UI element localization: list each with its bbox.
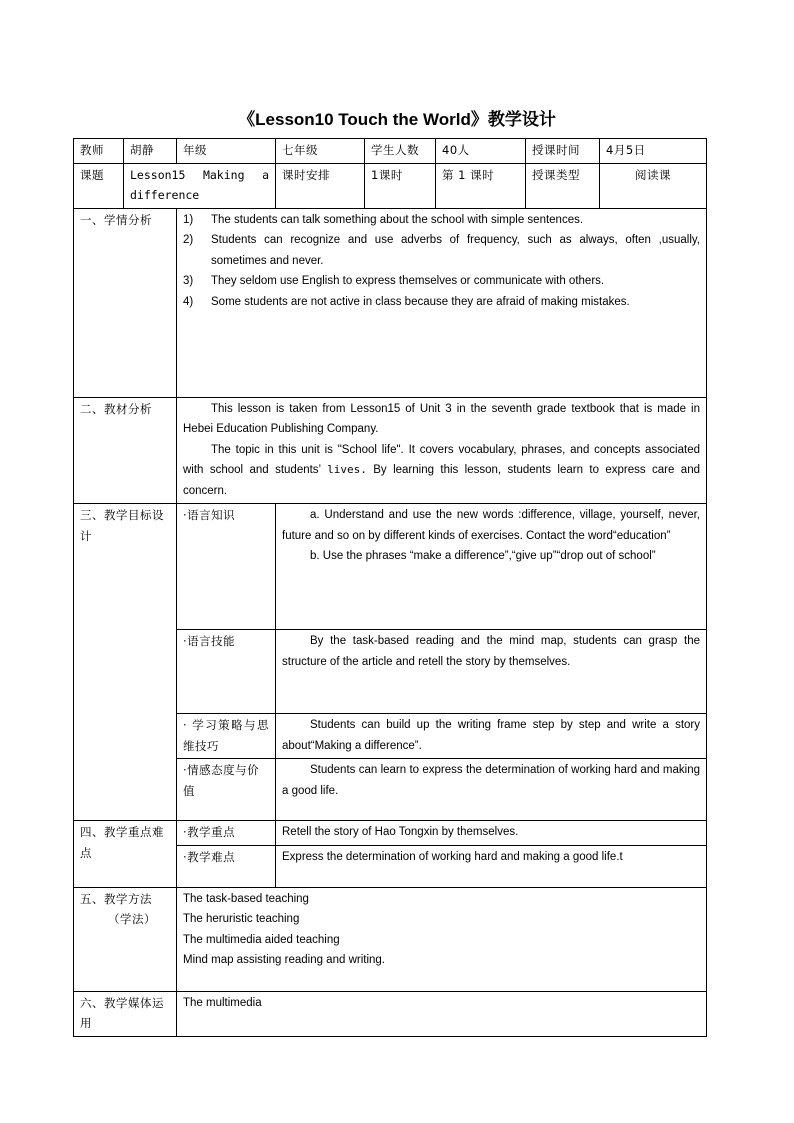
list-item: 1) The students can talk something about the school with simple sentences.	[183, 213, 584, 226]
skills-content: By the task-based reading and the mind map, students can grasp the structure of the article and retell the story by themselves.	[276, 630, 707, 714]
grade-label: 年级	[177, 139, 276, 164]
students-label: 学生人数	[365, 139, 436, 164]
media-row	[74, 991, 707, 1036]
media-content: The multimedia	[177, 991, 707, 1036]
type-label: 授课类型	[526, 163, 600, 208]
hours-value: 1课时	[365, 163, 436, 208]
knowledge-content: a. Understand and use the new words :difference, village, yourself, never, future and so on by different kinds of exercises. Contact the word“education” b. Use the phrases “make a difference”,“give up”“drop out of school”	[276, 504, 707, 630]
strategy-label: · 学习策略与思维技巧	[177, 714, 276, 759]
material-paragraph-1: This lesson is taken from Lesson15 of Unit 3 in the seventh grade textbook that is made in Hebei Education Publishing Company.	[183, 402, 700, 435]
difficulty-label: ·教学难点	[177, 845, 276, 887]
material-row	[74, 397, 707, 504]
teacher-label: 教师	[74, 139, 124, 164]
date-value: 4月5日	[600, 139, 707, 164]
strategy-content: Students can build up the writing frame step by step and write a story about“Making a difference”.	[276, 714, 707, 759]
grade-value: 七年级	[276, 139, 365, 164]
topic-value: Lesson15 Making a difference	[124, 163, 276, 208]
material-label: 二、教材分析	[74, 397, 177, 504]
list-item: The multimedia aided teaching	[183, 933, 340, 946]
list-item: The task-based teaching	[183, 892, 309, 905]
material-paragraph-2: The topic in this unit is "School life". It covers vocabulary, phrases, and concepts associated with school and students’ lives. By learning this lesson, students learn to express care and concern.	[183, 443, 700, 497]
skills-label: ·语言技能	[177, 630, 276, 714]
topic-label: 课题	[74, 163, 124, 208]
topic-row	[74, 163, 707, 208]
material-content	[177, 397, 707, 504]
date-label: 授课时间	[526, 139, 600, 164]
keypoints-label: 四、教学重点难点	[74, 821, 177, 888]
analysis-label: 一、学情分析	[74, 208, 177, 397]
header-row	[74, 139, 707, 164]
methods-label: 五、教学方法 （学法）	[74, 887, 177, 991]
type-value: 阅读课	[600, 163, 707, 208]
objectives-label: 三、教学目标设计	[74, 504, 177, 821]
emotion-content: Students can learn to express the determination of working hard and making a good life.	[276, 759, 707, 821]
media-label: 六、教学媒体运用	[74, 991, 177, 1036]
emotion-label: ·情感态度与价值	[177, 759, 276, 821]
analysis-content	[177, 208, 707, 397]
lesson-plan-table	[73, 138, 707, 1037]
period-value: 第 1 课时	[436, 163, 526, 208]
document-title: 《Lesson10 Touch the World》教学设计	[238, 110, 556, 129]
focus-row	[74, 821, 707, 846]
analysis-row	[74, 208, 707, 397]
objective-knowledge-row	[74, 504, 707, 630]
difficulty-content: Express the determination of working hard and making a good life.t	[276, 845, 707, 887]
methods-row	[74, 887, 707, 991]
hours-label: 课时安排	[276, 163, 365, 208]
list-item: 3) They seldom use English to express themselves or communicate with others.	[183, 275, 605, 287]
teacher-value: 胡静	[124, 139, 177, 164]
methods-content	[177, 887, 707, 991]
focus-content: Retell the story of Hao Tongxin by themselves.	[276, 821, 707, 846]
knowledge-label: ·语言知识	[177, 504, 276, 630]
list-item: The heruristic teaching	[183, 913, 300, 925]
list-item: 2) Students can recognize and use adverbs of frequency, such as always, often ,usually, sometimes and never.	[183, 234, 700, 267]
focus-label: ·教学重点	[177, 821, 276, 846]
students-value: 40人	[436, 139, 526, 164]
list-item: 4) Some students are not active in class because they are afraid of making mistakes.	[183, 295, 630, 308]
analysis-list	[183, 210, 700, 313]
list-item: Mind map assisting reading and writing.	[183, 954, 385, 966]
